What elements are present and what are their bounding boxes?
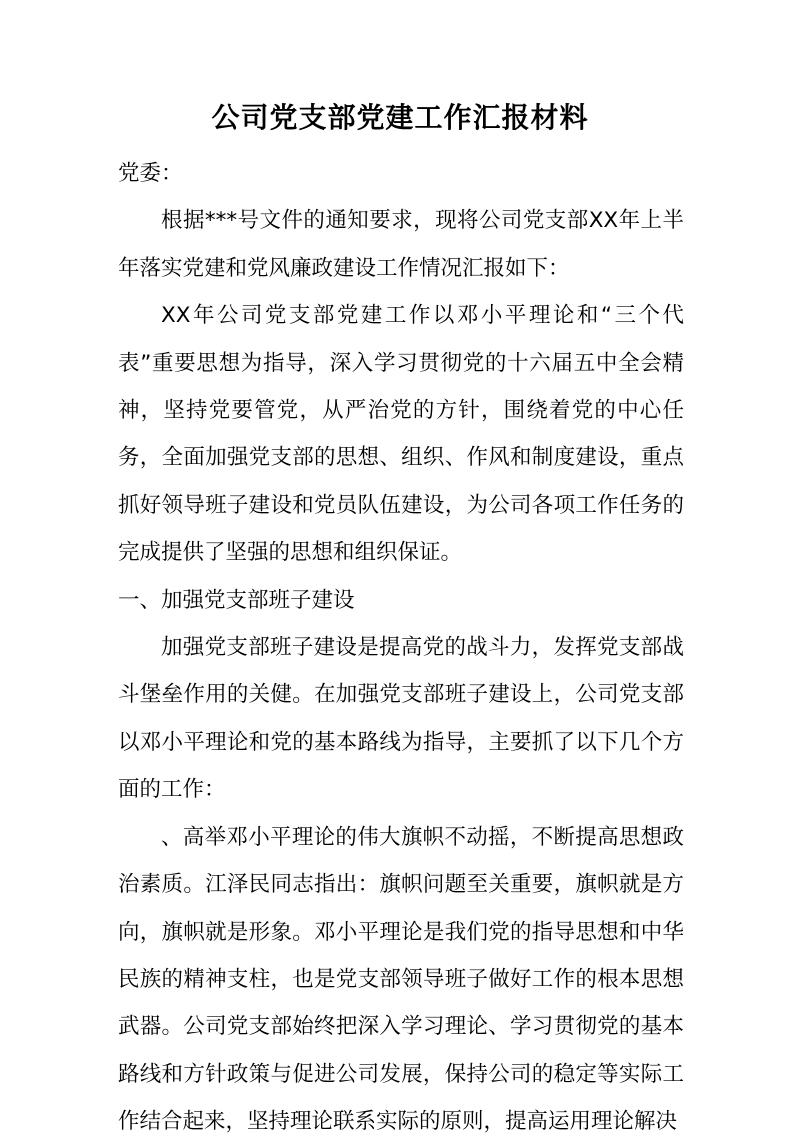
document-title: 公司党支部党建工作汇报材料 [211,101,589,134]
section-1-paragraph-2: 、高举邓小平理论的伟大旗帜不动摇，不断提高思想政治素质。江泽民同志指出：旗帜问题至关重要，旗帜就是方向，旗帜就是形象。邓小平理论是我们党的指导思想和中华民族的精神支柱，也是党支部领导班子做好工作的根本思想武器。公司党支部始终把深入学习理论、学习贯彻党的基本路线和方针政策与促进公司发展，保持公司的稳定等实际工作结合起来，坚持理论联系实际的原则，提高运用理论解决 [118,824,684,1135]
document-body [118,150,684,1146]
section-heading-1: 一、加强党支部班子建设 [118,587,355,613]
section-1-paragraph-1: 加强党支部班子建设是提高党的战斗力，发挥党支部战斗堡垒作用的关健。在加强党支部班子建设上，公司党支部以邓小平理论和党的基本路线为指导，主要抓了以下几个方面的工作： [118,635,684,803]
paragraph-intro: 根据***号文件的通知要求，现将公司党支部XX年上半年落实党建和党风廉政建设工作情况汇报如下： [118,208,684,281]
paragraph-overview: XX年公司党支部党建工作以邓小平理论和“三个代表”重要思想为指导，深入学习贯彻党的十六届五中全会精神，坚持党要管党，从严治党的方针，围绕着党的中心任务，全面加强党支部的思想、组织、作风和制度建设，重点抓好领导班子建设和党员队伍建设，为公司各项工作任务的完成提供了坚强的思想和组织保证。 [118,303,684,566]
salutation: 党委： [118,161,183,186]
